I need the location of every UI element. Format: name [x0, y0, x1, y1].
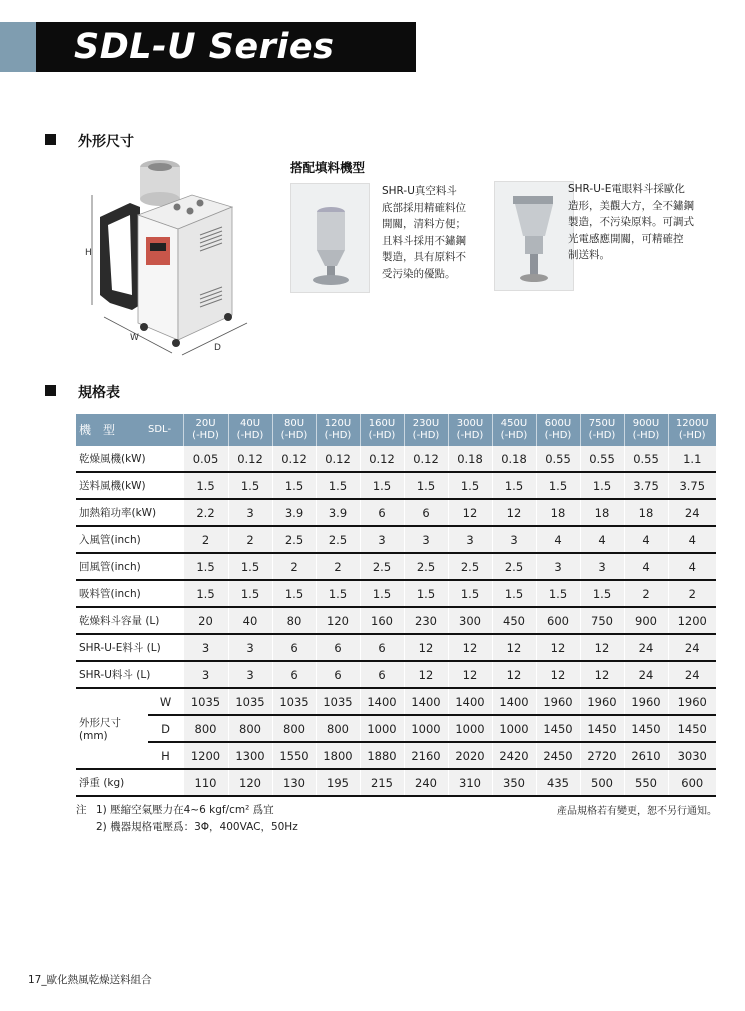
table-cell: 6 [404, 499, 448, 526]
table-cell: 195 [316, 769, 360, 796]
table-cell: 1800 [316, 742, 360, 769]
table-cell: 0.12 [228, 446, 272, 472]
table-cell: 1400 [404, 688, 448, 715]
table-cell: 1450 [580, 715, 624, 742]
table-cell: 1400 [492, 688, 536, 715]
row-label: 乾燥料斗容量 (L) [76, 607, 183, 634]
table-cell: 300 [448, 607, 492, 634]
row-label: 加熱箱功率(kW) [76, 499, 183, 526]
table-cell: 1.5 [228, 472, 272, 499]
table-cell: 12 [404, 634, 448, 661]
table-cell: 6 [316, 661, 360, 688]
table-cell: 6 [360, 661, 404, 688]
table-cell: 4 [624, 526, 668, 553]
table-cell: 1450 [624, 715, 668, 742]
table-cell: 1.5 [536, 580, 580, 607]
table-cell: 0.55 [624, 446, 668, 472]
table-cell: 1000 [492, 715, 536, 742]
table-cell: 2160 [404, 742, 448, 769]
table-cell: 240 [404, 769, 448, 796]
height-label: H [85, 248, 92, 258]
table-cell: 12 [404, 661, 448, 688]
table-cell: 3 [404, 526, 448, 553]
row-label: 送料風機(kW) [76, 472, 183, 499]
table-cell: 800 [272, 715, 316, 742]
table-cell: 110 [183, 769, 228, 796]
table-cell: 0.05 [183, 446, 228, 472]
table-cell: 2 [183, 526, 228, 553]
table-cell: 435 [536, 769, 580, 796]
table-cell: 12 [492, 499, 536, 526]
table-cell: 1960 [668, 688, 716, 715]
section-bullet-icon [45, 385, 56, 396]
table-cell: 230 [404, 607, 448, 634]
table-cell: 2020 [448, 742, 492, 769]
table-cell: 1.5 [448, 472, 492, 499]
table-cell: 18 [624, 499, 668, 526]
table-cell: 2 [228, 526, 272, 553]
table-cell: 1000 [448, 715, 492, 742]
table-cell: 1000 [404, 715, 448, 742]
model-header: 1200U (-HD) [668, 414, 716, 446]
table-cell: 3 [228, 661, 272, 688]
table-cell: 1000 [360, 715, 404, 742]
table-cell: 2 [316, 553, 360, 580]
table-cell: 1400 [360, 688, 404, 715]
table-cell: 2.5 [272, 526, 316, 553]
table-cell: 2 [272, 553, 316, 580]
model-header: 900U (-HD) [624, 414, 668, 446]
table-cell: 12 [580, 661, 624, 688]
shr-u-e-hopper-image [494, 181, 574, 291]
table-cell: 1550 [272, 742, 316, 769]
table-cell: 550 [624, 769, 668, 796]
table-cell: 600 [668, 769, 716, 796]
table-cell: 310 [448, 769, 492, 796]
table-cell: 0.12 [272, 446, 316, 472]
table-cell: 1400 [448, 688, 492, 715]
table-cell: 6 [272, 661, 316, 688]
table-cell: 24 [624, 634, 668, 661]
model-prefix: SDL- [148, 414, 183, 446]
table-cell: 1960 [536, 688, 580, 715]
dimension-sub-label: H [148, 742, 183, 769]
table-cell: 3 [360, 526, 404, 553]
table-cell: 40 [228, 607, 272, 634]
table-row [76, 526, 716, 553]
row-label: 入風管(inch) [76, 526, 183, 553]
dimension-sub-label: W [148, 688, 183, 715]
table-cell: 4 [668, 553, 716, 580]
table-cell: 1960 [624, 688, 668, 715]
table-cell: 0.55 [536, 446, 580, 472]
table-cell: 130 [272, 769, 316, 796]
table-row [76, 688, 716, 715]
table-cell: 2450 [536, 742, 580, 769]
table-cell: 4 [580, 526, 624, 553]
change-notice: 產品規格若有變更，恕不另行通知。 [557, 806, 717, 817]
table-cell: 0.55 [580, 446, 624, 472]
row-label: 淨重 (kg) [76, 769, 183, 796]
table-cell: 1200 [668, 607, 716, 634]
table-cell: 1.5 [360, 580, 404, 607]
table-cell: 1.5 [492, 472, 536, 499]
table-cell: 1035 [272, 688, 316, 715]
table-row [76, 715, 716, 742]
table-cell: 800 [183, 715, 228, 742]
table-cell: 2720 [580, 742, 624, 769]
model-header: 230U (-HD) [404, 414, 448, 446]
table-row [76, 553, 716, 580]
table-cell: 2 [668, 580, 716, 607]
section-title-specs: 規格表 [78, 385, 120, 401]
page-footer: 17_歐化熱風乾燥送料組合 [28, 974, 152, 986]
width-label: W [130, 333, 139, 343]
table-cell: 12 [580, 634, 624, 661]
table-cell: 1035 [183, 688, 228, 715]
table-cell: 1.5 [448, 580, 492, 607]
table-row [76, 769, 716, 796]
table-cell: 1300 [228, 742, 272, 769]
section-bullet-icon [45, 134, 56, 145]
hopper-heading: 搭配填料機型 [290, 160, 366, 175]
model-header: 450U (-HD) [492, 414, 536, 446]
table-cell: 4 [536, 526, 580, 553]
table-cell: 12 [492, 661, 536, 688]
table-cell: 1880 [360, 742, 404, 769]
table-cell: 12 [448, 499, 492, 526]
table-cell: 6 [360, 634, 404, 661]
table-cell: 3 [228, 634, 272, 661]
shr-u-e-description: SHR-U-E電眼料斗採歐化 造形，美觀大方，全不鏽鋼 製造，不污染原料。可調式 光電感應開關，可精確控 制送料。 [568, 183, 694, 261]
table-cell: 120 [228, 769, 272, 796]
depth-label: D [214, 343, 221, 353]
table-cell: 3.75 [668, 472, 716, 499]
table-cell: 450 [492, 607, 536, 634]
table-cell: 24 [624, 661, 668, 688]
table-cell: 1200 [183, 742, 228, 769]
table-cell: 1.5 [536, 472, 580, 499]
table-cell: 3 [536, 553, 580, 580]
shr-u-hopper-image [290, 183, 370, 293]
table-cell: 6 [316, 634, 360, 661]
table-cell: 2 [624, 580, 668, 607]
table-cell: 1960 [580, 688, 624, 715]
table-cell: 2.2 [183, 499, 228, 526]
table-cell: 0.12 [360, 446, 404, 472]
table-cell: 3.75 [624, 472, 668, 499]
table-cell: 1.5 [272, 472, 316, 499]
table-cell: 1.5 [228, 580, 272, 607]
table-cell: 1.5 [580, 472, 624, 499]
model-header: 160U (-HD) [360, 414, 404, 446]
model-label: 機 型 [76, 414, 148, 446]
model-header: 20U (-HD) [183, 414, 228, 446]
table-cell: 800 [228, 715, 272, 742]
table-cell: 1.5 [404, 580, 448, 607]
table-cell: 12 [536, 634, 580, 661]
table-cell: 1.5 [183, 580, 228, 607]
row-label: SHR-U料斗 (L) [76, 661, 183, 688]
table-cell: 2.5 [404, 553, 448, 580]
table-row [76, 499, 716, 526]
dimension-sub-label: D [148, 715, 183, 742]
model-header: 600U (-HD) [536, 414, 580, 446]
table-cell: 0.12 [404, 446, 448, 472]
table-cell: 2610 [624, 742, 668, 769]
table-cell: 12 [492, 634, 536, 661]
table-cell: 800 [316, 715, 360, 742]
table-cell: 1.5 [360, 472, 404, 499]
row-label: SHR-U-E料斗 (L) [76, 634, 183, 661]
table-cell: 1.5 [492, 580, 536, 607]
table-cell: 1.1 [668, 446, 716, 472]
table-cell: 3030 [668, 742, 716, 769]
table-cell: 2.5 [448, 553, 492, 580]
table-cell: 1.5 [580, 580, 624, 607]
table-row [76, 661, 716, 688]
table-cell: 24 [668, 499, 716, 526]
model-header: 80U (-HD) [272, 414, 316, 446]
table-cell: 215 [360, 769, 404, 796]
table-cell: 500 [580, 769, 624, 796]
table-cell: 600 [536, 607, 580, 634]
model-header: 300U (-HD) [448, 414, 492, 446]
table-cell: 24 [668, 661, 716, 688]
model-header: 40U (-HD) [228, 414, 272, 446]
table-cell: 4 [624, 553, 668, 580]
machine-illustration [82, 155, 262, 360]
shr-u-description: SHR-U真空料斗 底部採用精確料位 開關，清料方便； 且料斗採用不鏽鋼 製造，具有原料不 受污染的優點。 [382, 185, 466, 280]
table-cell: 0.18 [492, 446, 536, 472]
table-cell: 1.5 [183, 472, 228, 499]
row-label: 乾燥風機(kW) [76, 446, 183, 472]
table-cell: 18 [580, 499, 624, 526]
table-cell: 3 [448, 526, 492, 553]
table-cell: 3.9 [272, 499, 316, 526]
table-row [76, 742, 716, 769]
table-cell: 3 [183, 634, 228, 661]
table-cell: 120 [316, 607, 360, 634]
table-cell: 20 [183, 607, 228, 634]
table-cell: 2.5 [316, 526, 360, 553]
table-header-row [76, 414, 716, 446]
table-cell: 3 [492, 526, 536, 553]
table-cell: 1035 [316, 688, 360, 715]
table-cell: 0.18 [448, 446, 492, 472]
header-accent [0, 22, 36, 72]
table-cell: 1450 [536, 715, 580, 742]
table-cell: 1.5 [404, 472, 448, 499]
table-cell: 4 [668, 526, 716, 553]
table-cell: 160 [360, 607, 404, 634]
table-cell: 12 [448, 634, 492, 661]
table-cell: 0.12 [316, 446, 360, 472]
row-label: 吸料管(inch) [76, 580, 183, 607]
table-cell: 1450 [668, 715, 716, 742]
table-cell: 6 [272, 634, 316, 661]
table-cell: 1.5 [316, 472, 360, 499]
table-cell: 3 [228, 499, 272, 526]
table-cell: 350 [492, 769, 536, 796]
model-header: 120U (-HD) [316, 414, 360, 446]
spec-table [76, 414, 716, 797]
table-row [76, 472, 716, 499]
table-row [76, 580, 716, 607]
section-title-dimensions: 外形尺寸 [78, 134, 134, 150]
table-row [76, 446, 716, 472]
page-title: SDL-U Series [74, 27, 335, 67]
table-cell: 1035 [228, 688, 272, 715]
notes: 注 1) 壓縮空氣壓力在4~6 kgf/cm² 爲宜 2) 機器規格電壓爲：3Φ，400VAC，50Hz [76, 804, 298, 833]
table-cell: 2.5 [360, 553, 404, 580]
table-cell: 1.5 [316, 580, 360, 607]
row-label: 回風管(inch) [76, 553, 183, 580]
table-cell: 12 [536, 661, 580, 688]
table-cell: 3 [183, 661, 228, 688]
table-cell: 6 [360, 499, 404, 526]
table-cell: 80 [272, 607, 316, 634]
table-cell: 1.5 [183, 553, 228, 580]
table-cell: 24 [668, 634, 716, 661]
table-cell: 12 [448, 661, 492, 688]
table-cell: 1.5 [228, 553, 272, 580]
dimension-label: 外形尺寸(mm) [76, 688, 148, 769]
table-cell: 1.5 [272, 580, 316, 607]
table-cell: 3 [580, 553, 624, 580]
table-row [76, 634, 716, 661]
table-cell: 3.9 [316, 499, 360, 526]
table-cell: 2.5 [492, 553, 536, 580]
table-cell: 900 [624, 607, 668, 634]
table-cell: 2420 [492, 742, 536, 769]
table-cell: 750 [580, 607, 624, 634]
table-row [76, 607, 716, 634]
model-header: 750U (-HD) [580, 414, 624, 446]
table-cell: 18 [536, 499, 580, 526]
